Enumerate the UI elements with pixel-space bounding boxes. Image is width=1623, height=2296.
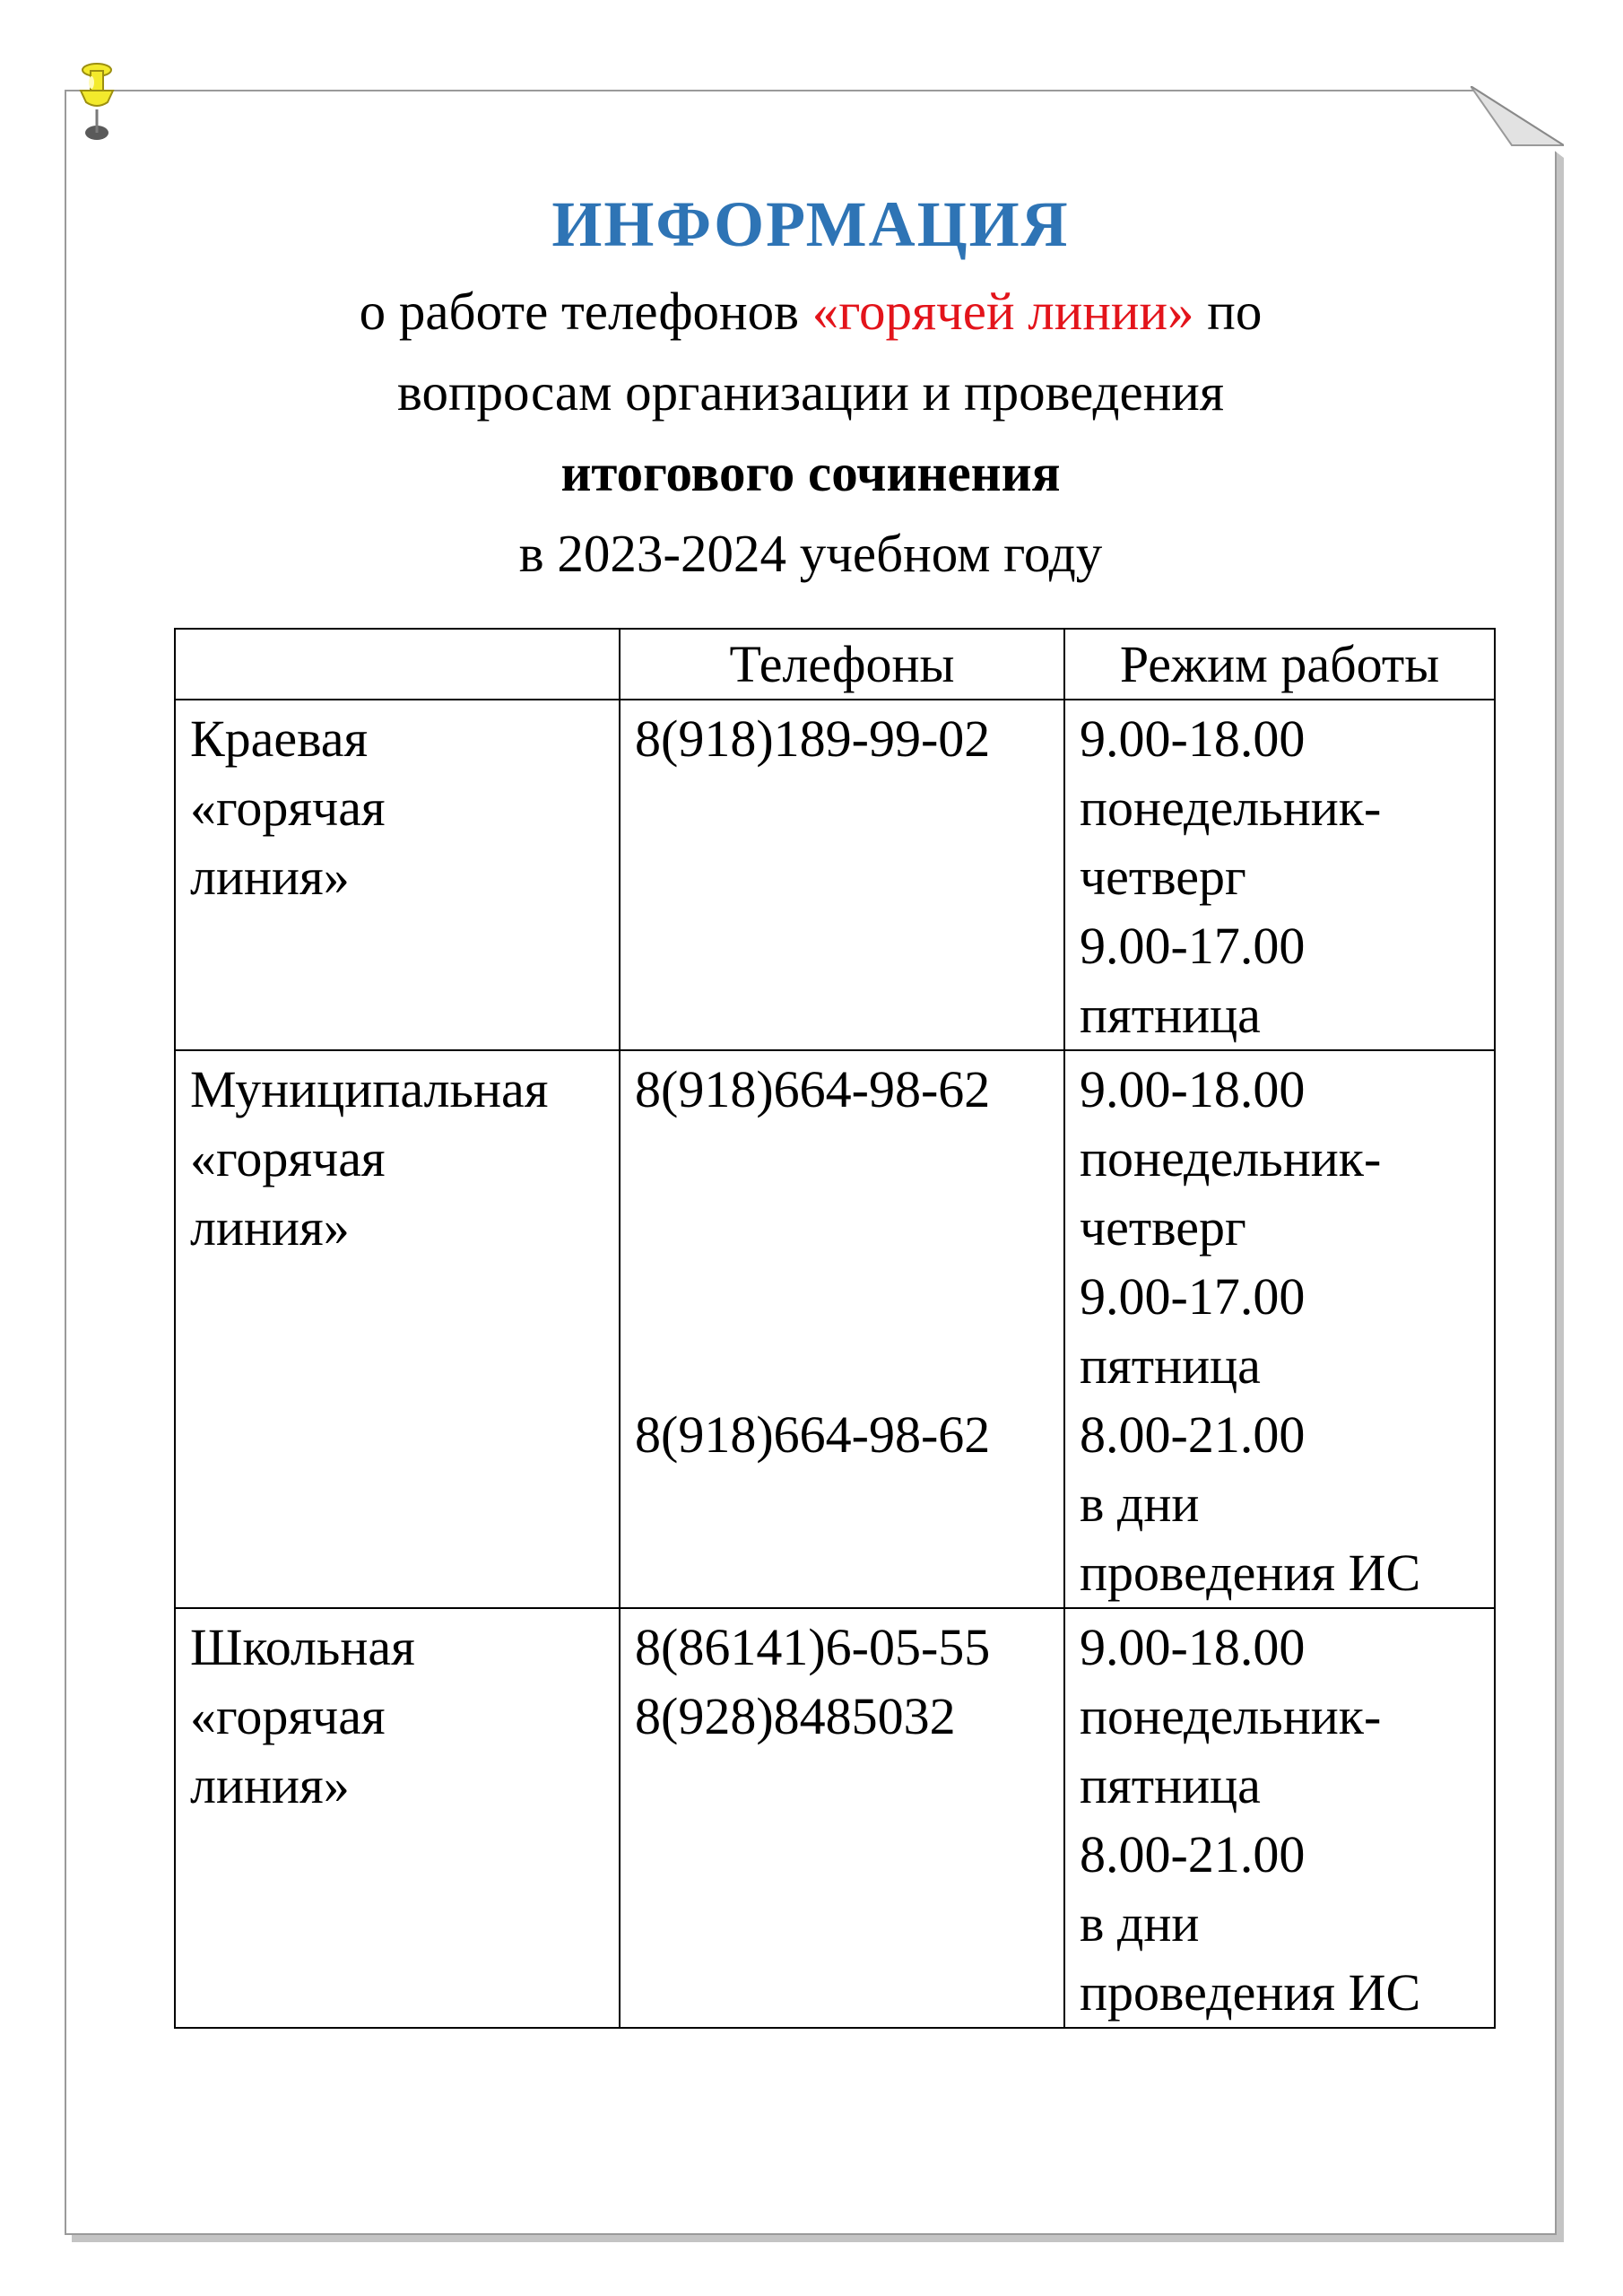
phones-cell bbox=[620, 1050, 1064, 1608]
schedule-line: 8.00-21.00 bbox=[1080, 1825, 1306, 1883]
table-row bbox=[175, 1050, 1495, 1608]
phone-number[interactable]: 8(918)664-98-62 bbox=[635, 1060, 991, 1118]
schedule-line: 9.00-17.00 bbox=[1080, 1267, 1306, 1326]
phone-number[interactable]: 8(918)189-99-02 bbox=[635, 709, 991, 768]
schedule-line: понедельник- bbox=[1080, 778, 1382, 837]
hotline-name-line: Школьная bbox=[190, 1618, 415, 1676]
schedule-line: понедельник- bbox=[1080, 1687, 1382, 1745]
hotline-name-line: линия» bbox=[190, 848, 350, 906]
hotline-name-cell bbox=[175, 700, 620, 1050]
schedule-line: в дни bbox=[1080, 1894, 1200, 1952]
table-header-row bbox=[175, 629, 1495, 700]
hotline-name-line: линия» bbox=[190, 1756, 350, 1814]
schedule-line: пятница bbox=[1080, 1336, 1261, 1395]
schedule-line: 9.00-18.00 bbox=[1080, 1618, 1306, 1676]
schedule-cell bbox=[1064, 1050, 1495, 1608]
phone-number[interactable]: 8(928)8485032 bbox=[635, 1687, 956, 1745]
phone-number[interactable]: 8(918)664-98-62 bbox=[635, 1405, 991, 1464]
hotline-highlight: «горячей линии» bbox=[812, 282, 1194, 341]
schedule-cell bbox=[1064, 700, 1495, 1050]
subtitle-text: по bbox=[1193, 282, 1263, 341]
hotline-name-cell bbox=[175, 1050, 620, 1608]
schedule-line: пятница bbox=[1080, 1756, 1261, 1814]
schedule-line: 9.00-18.00 bbox=[1080, 1060, 1306, 1118]
header-cell-schedule: Режим работы bbox=[1064, 629, 1495, 700]
page-curl-icon bbox=[1471, 86, 1564, 158]
header-cell-empty bbox=[175, 629, 620, 700]
hotline-name-line: Краевая bbox=[190, 709, 369, 768]
schedule-line: понедельник- bbox=[1080, 1129, 1382, 1187]
subtitle-text: о работе телефонов bbox=[359, 282, 812, 341]
hotline-name-line: «горячая bbox=[190, 1687, 386, 1745]
schedule-line: пятница bbox=[1080, 986, 1261, 1044]
schedule-line: проведения ИС bbox=[1080, 1963, 1421, 2022]
hotline-name-line: линия» bbox=[190, 1198, 350, 1257]
subtitle-line-2: вопросам организации и проведения bbox=[397, 362, 1224, 422]
schedule-line: четверг bbox=[1080, 1198, 1246, 1257]
pushpin-icon bbox=[74, 63, 120, 145]
schedule-line: 9.00-17.00 bbox=[1080, 917, 1306, 975]
hotline-name-cell bbox=[175, 1608, 620, 2028]
hotline-name-line: «горячая bbox=[190, 1129, 386, 1187]
subtitle-line-1 bbox=[65, 271, 1557, 352]
schedule-line: 9.00-18.00 bbox=[1080, 709, 1306, 768]
phones-cell bbox=[620, 700, 1064, 1050]
schedule-cell bbox=[1064, 1608, 1495, 2028]
schedule-line: 8.00-21.00 bbox=[1080, 1405, 1306, 1464]
table-row bbox=[175, 1608, 1495, 2028]
subtitle-line-4: в 2023-2024 учебном году bbox=[518, 524, 1103, 583]
schedule-line: в дни bbox=[1080, 1474, 1200, 1533]
phones-cell bbox=[620, 1608, 1064, 2028]
hotline-name-line: «горячая bbox=[190, 778, 386, 837]
hotline-table bbox=[174, 628, 1496, 2029]
spacer bbox=[635, 1124, 1055, 1400]
schedule-line: четверг bbox=[1080, 848, 1246, 906]
hotline-name-line: Муниципальная bbox=[190, 1060, 549, 1118]
schedule-line: проведения ИС bbox=[1080, 1544, 1421, 1602]
subtitle-line-3: итогового сочинения bbox=[560, 443, 1061, 502]
page-title: ИНФОРМАЦИЯ bbox=[551, 188, 1070, 260]
header-cell-phones: Телефоны bbox=[620, 629, 1064, 700]
phone-number[interactable]: 8(86141)6-05-55 bbox=[635, 1618, 991, 1676]
table-row bbox=[175, 700, 1495, 1050]
